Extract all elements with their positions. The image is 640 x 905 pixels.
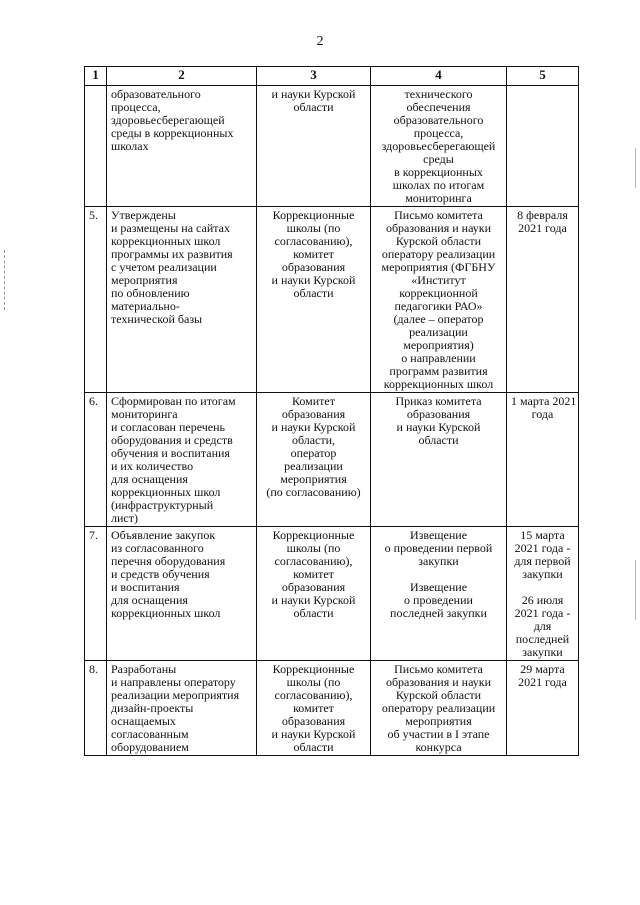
- cell-text-line: образования и науки: [385, 675, 492, 689]
- cell-text-line: образования: [281, 714, 346, 728]
- cell-text-line: образования: [281, 407, 346, 421]
- cell-text-line: Коррекционные: [272, 208, 355, 222]
- table-header-row: [85, 67, 579, 86]
- cell-text-line: Коррекционные: [272, 662, 355, 676]
- cell-text-line: для оснащения: [111, 593, 188, 607]
- cell-text-line: дизайн-проекты: [111, 701, 194, 715]
- cell-text-line: Комитет: [291, 394, 335, 408]
- cell-text-line: мониторинга: [111, 407, 178, 421]
- cell-text-line: Курской области: [395, 234, 482, 248]
- cell-text-line: мониторинга: [405, 191, 472, 205]
- deadline-cell: [507, 393, 579, 527]
- cell-text-line: реализации: [284, 459, 343, 473]
- cell-text-line: 2021 года: [518, 221, 567, 235]
- cell-text-line: Приказ комитета: [395, 394, 482, 408]
- deadline-cell: [507, 207, 579, 393]
- header-col-5: 5: [507, 67, 579, 86]
- cell-text-line: и средств обучения: [111, 567, 210, 581]
- executors-cell: [257, 207, 371, 393]
- cell-text-line: школах по итогам: [392, 178, 485, 192]
- cell-text-line: Извещение: [409, 580, 468, 594]
- row-number-cell: 7.: [85, 527, 107, 661]
- cell-text-line: закупки: [418, 554, 459, 568]
- cell-text-line: перечня оборудования: [111, 554, 226, 568]
- row-number-cell: 6.: [85, 393, 107, 527]
- cell-text-line: 2021 года -: [514, 606, 571, 620]
- table-row: [85, 393, 579, 527]
- cell-text-line: комитет: [293, 247, 334, 261]
- cell-text-line: области,: [291, 433, 336, 447]
- header-col-3: 3: [257, 67, 371, 86]
- cell-text-line: коррекционных школ: [111, 485, 221, 499]
- deadline-cell: [507, 527, 579, 661]
- cell-text-line: мероприятия): [403, 338, 474, 352]
- cell-text-line: области: [418, 433, 459, 447]
- cell-text-line: здоровьесберегающей: [381, 139, 496, 153]
- cell-text-line: закупки: [522, 567, 563, 581]
- cell-text-line: реализации мероприятия: [111, 688, 240, 702]
- cell-text-line: 2021 года -: [514, 541, 571, 555]
- cell-text-line: и науки Курской: [271, 420, 356, 434]
- result-cell: [371, 86, 507, 207]
- table-row: [85, 207, 579, 393]
- result-cell: [371, 527, 507, 661]
- cell-text-line: образования и науки: [385, 221, 492, 235]
- event-cell: [107, 661, 257, 756]
- cell-text-line: (по согласованию): [266, 485, 361, 499]
- cell-text-line: оператору реализации: [381, 247, 496, 261]
- cell-text-line: Письмо комитета: [394, 208, 483, 222]
- cell-text-line: 2021 года: [518, 675, 567, 689]
- cell-text-line: технического: [404, 87, 473, 101]
- cell-text-line: Коррекционные: [272, 528, 355, 542]
- cell-text-line: комитет: [293, 701, 334, 715]
- executors-cell: [257, 393, 371, 527]
- cell-text-line: образования: [281, 580, 346, 594]
- cell-text-line: о направлении: [401, 351, 476, 365]
- cell-text-line: Курской области: [395, 688, 482, 702]
- cell-text-line: среды: [423, 152, 454, 166]
- cell-text-line: коррекционной: [399, 286, 478, 300]
- cell-text-line: согласованию),: [274, 688, 353, 702]
- event-cell: [107, 527, 257, 661]
- edge-scan-mark: [635, 148, 636, 188]
- cell-text-line: последней: [515, 632, 570, 646]
- row-number-cell: [85, 86, 107, 207]
- edge-scan-mark: [635, 560, 636, 620]
- cell-text-line: и их количество: [111, 459, 194, 473]
- cell-text-line: Разработаны: [111, 662, 177, 676]
- cell-text-line: Сформирован по итогам: [111, 394, 236, 408]
- cell-text-line: образовательного: [111, 87, 201, 101]
- cell-text-line: и науки Курской: [396, 420, 481, 434]
- cell-text-line: согласованию),: [274, 554, 353, 568]
- executors-cell: [257, 86, 371, 207]
- executors-cell: [257, 661, 371, 756]
- cell-text-line: оператору реализации: [381, 701, 496, 715]
- event-cell: [107, 86, 257, 207]
- cell-text-line: «Институт: [411, 273, 466, 287]
- cell-text-line: согласованным: [111, 727, 189, 741]
- cell-text-line: обучения и воспитания: [111, 446, 230, 460]
- table-row: [85, 86, 579, 207]
- cell-text-line: оснащаемых: [111, 714, 176, 728]
- events-table: [84, 66, 579, 756]
- cell-text-line: мероприятия (ФГБНУ: [381, 260, 496, 274]
- cell-text-line: Извещение: [409, 528, 468, 542]
- result-cell: [371, 661, 507, 756]
- cell-text-line: обеспечения: [406, 100, 471, 114]
- cell-text-line: мероприятия: [111, 273, 178, 287]
- cell-text-line: процесса,: [111, 100, 161, 114]
- cell-text-line: по обновлению: [111, 286, 190, 300]
- cell-text-line: программы их развития: [111, 247, 233, 261]
- cell-text-line: для оснащения: [111, 472, 188, 486]
- cell-text-line: 29 марта: [520, 662, 565, 676]
- cell-text-line: 26 июля: [521, 593, 564, 607]
- cell-text-line: оборудованием: [111, 740, 189, 754]
- cell-text-line: 1 марта 2021: [511, 394, 577, 408]
- cell-text-line: и науки Курской: [271, 273, 356, 287]
- cell-text-line: области: [293, 606, 334, 620]
- cell-text-line: о проведении: [404, 593, 473, 607]
- cell-text-line: здоровьесберегающей: [111, 113, 225, 127]
- cell-text-line: и воспитания: [111, 580, 180, 594]
- cell-text-line: 15 марта: [520, 528, 565, 542]
- table-row: [85, 527, 579, 661]
- cell-text-line: школы (по: [286, 221, 341, 235]
- cell-text-line: и направлены оператору: [111, 675, 236, 689]
- row-number-cell: 5.: [85, 207, 107, 393]
- deadline-cell: [507, 86, 579, 207]
- cell-text-line: оператор: [290, 446, 337, 460]
- cell-text-line: об участии в I этапе: [387, 727, 490, 741]
- cell-text-line: и согласован перечень: [111, 420, 225, 434]
- cell-text-line: 8 февраля: [517, 208, 568, 222]
- event-cell: [107, 207, 257, 393]
- cell-text-line: года: [531, 407, 554, 421]
- cell-text-line: реализации: [409, 325, 468, 339]
- cell-text-line: в коррекционных: [394, 165, 483, 179]
- cell-text-line: для первой: [514, 554, 571, 568]
- cell-text-line: лист): [111, 511, 138, 525]
- cell-text-line: образования: [406, 407, 471, 421]
- cell-text-line: образовательного: [393, 113, 484, 127]
- margin-dashed-line: [4, 250, 6, 310]
- cell-text-line: школы (по: [286, 675, 341, 689]
- cell-text-line: и размещены на сайтах: [111, 221, 230, 235]
- cell-text-line: коррекционных школ: [383, 377, 494, 391]
- cell-text-line: коррекционных школ: [111, 606, 221, 620]
- cell-text-line: мероприятия: [280, 472, 347, 486]
- event-cell: [107, 393, 257, 527]
- cell-text-line: оборудования и средств: [111, 433, 233, 447]
- cell-text-line: Утверждены: [111, 208, 176, 222]
- cell-text-line: закупки: [522, 645, 563, 659]
- table-row: [85, 661, 579, 756]
- header-col-1: 1: [85, 67, 107, 86]
- cell-text-line: согласованию),: [274, 234, 353, 248]
- cell-text-line: комитет: [293, 567, 334, 581]
- result-cell: [371, 393, 507, 527]
- cell-text-line: о проведении первой: [384, 541, 493, 555]
- cell-text-line: коррекционных школ: [111, 234, 221, 248]
- cell-text-line: (инфраструктурный: [111, 498, 214, 512]
- page-number: 2: [316, 34, 324, 49]
- result-cell: [371, 207, 507, 393]
- cell-text-line: и науки Курской: [271, 727, 356, 741]
- executors-cell: [257, 527, 371, 661]
- cell-text-line: из согласованного: [111, 541, 204, 555]
- cell-text-line: конкурса: [415, 740, 462, 754]
- cell-text-line: программ развития: [389, 364, 488, 378]
- deadline-cell: [507, 661, 579, 756]
- cell-text-line: мероприятия: [405, 714, 472, 728]
- cell-text-line: области: [293, 286, 334, 300]
- header-col-2: 2: [107, 67, 257, 86]
- cell-text-line: Письмо комитета: [394, 662, 483, 676]
- cell-text-line: Объявление закупок: [111, 528, 216, 542]
- cell-text-line: технической базы: [111, 312, 203, 326]
- cell-text-line: процесса,: [413, 126, 464, 140]
- cell-text-line: материально-: [111, 299, 180, 313]
- cell-text-line: педагогики РАО»: [394, 299, 483, 313]
- cell-text-line: среды в коррекционных: [111, 126, 234, 140]
- cell-text-line: области: [293, 740, 334, 754]
- cell-text-line: последней закупки: [390, 606, 487, 620]
- cell-text-line: для: [533, 619, 552, 633]
- cell-text-line: (далее – оператор: [393, 312, 484, 326]
- cell-text-line: образования: [281, 260, 346, 274]
- row-number-cell: 8.: [85, 661, 107, 756]
- cell-text-line: с учетом реализации: [111, 260, 217, 274]
- cell-text-line: школах: [111, 139, 149, 153]
- cell-text-line: школы (по: [286, 541, 341, 555]
- cell-text-line: области: [293, 100, 334, 114]
- header-col-4: 4: [371, 67, 507, 86]
- cell-text-line: и науки Курской: [271, 87, 356, 101]
- cell-text-line: и науки Курской: [271, 593, 356, 607]
